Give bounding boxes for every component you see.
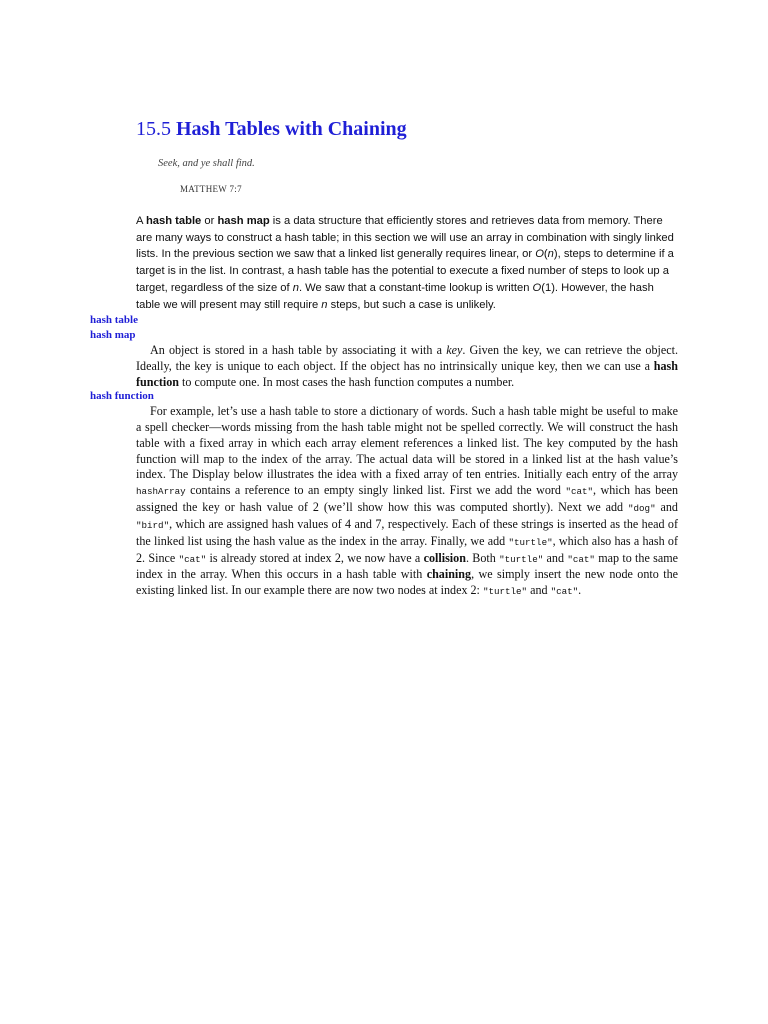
paragraph-example: For example, let’s use a hash table to store a dictionary of words. Such a hash table might be useful to make a spell checker—words missing from the hash table might not be spelled correctly. We will construct the hash table with a fixed array in which each array element references a linked list. The key computed by the hash function will map to the index of the array. The actual data will be stored in a linked list at the hash value’s index. The Display below illustrates the idea with a fixed array of ten entries. Initially each entry of the array hashArray contains a reference to an empty singly linked list. First we add the word "cat", which has been assigned the key or hash value of 2 (we’ll show how this was computed shortly). Next we add "dog" and "bird", which are assigned hash values of 4 and 7, respectively. Each of these strings is inserted as the head of the linked list using the hash value as the index in the array. Finally, we add "turtle", which also has a hash of 2. Since "cat" is already stored at index 2, we now have a collision. Both "turtle" and "cat" map to the same index in the array. When this occurs in a hash table with chaining, we simply insert the new node onto the existing linked list. In our example there are now two nodes at index 2: "turtle" and "cat". [136,404,678,598]
term-hash-table: hash table [145,215,202,227]
margin-term-hash-table[interactable]: hash table [90,314,138,326]
code-turtle: "turtle" [499,553,544,565]
section-heading: Hash Tables with Chaining [176,118,407,140]
code-bird: "bird" [136,519,170,531]
term-hash-map: hash map [217,215,270,227]
term-hash-function: hash function [136,358,678,389]
code-cat: "cat" [567,553,595,565]
paragraph-keys: An object is stored in a hash table by associating it with a key. Given the key, we can retrieve the object. Ideally, the key is unique to each object. If the object has no intrinsically unique key, then we can use a hash function to compute one. In most cases the hash function computes a number. [136,343,678,389]
epigraph-quote: Seek, and ye shall find. [158,158,255,169]
term-chaining: chaining [426,567,472,582]
code-turtle: "turtle" [508,536,553,548]
margin-term-hash-function[interactable]: hash function [90,390,154,402]
term-key: key [446,343,463,357]
code-dog: "dog" [628,503,656,515]
code-cat: "cat" [178,553,207,565]
code-hasharray: hashArray [136,486,186,498]
section-title [136,118,407,141]
margin-term-hash-map[interactable]: hash map [90,329,136,341]
code-cat: "cat" [550,586,579,598]
code-cat: "cat" [565,486,594,498]
code-turtle: "turtle" [482,586,528,598]
section-number: 15.5 [136,118,171,140]
term-collision: collision [423,550,466,565]
epigraph-attribution: MATTHEW 7:7 [180,184,242,194]
intro-paragraph: A hash table or hash map is a data structure that efficiently stores and retrieves data from memory. There are many ways to construct a hash table; in this section we will use an array in combination with singly linked lists. In the previous section we saw that a linked list generally requires linear, or O(n), steps to determine if a target is in the list. In contrast, a hash table has the potential to execute a fixed number of steps to look up a target, regardless of the size of n. We saw that a constant-time lookup is written O(1). However, the hash table we will present may still require n steps, but such a case is unlikely. [136,215,674,311]
